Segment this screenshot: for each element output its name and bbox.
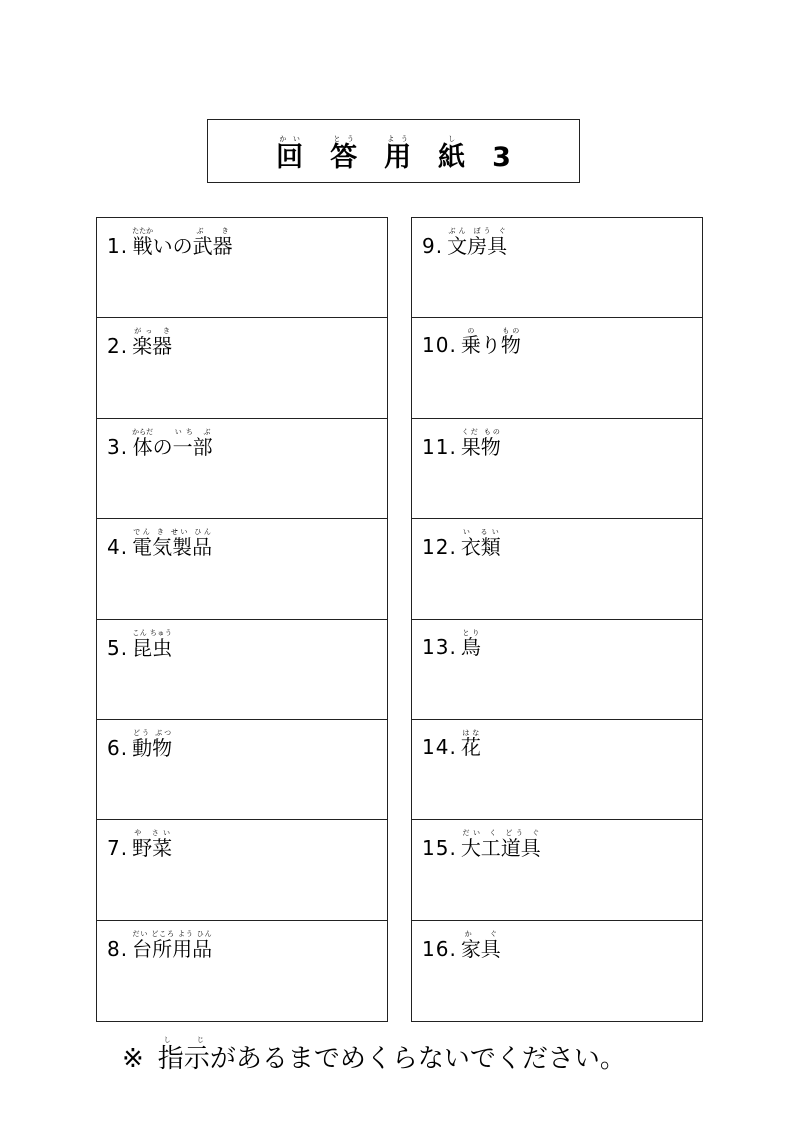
answer-cell[interactable] (97, 720, 387, 820)
footer-kanji-shiji: 指示し じ (157, 1036, 210, 1074)
category-label (422, 528, 501, 560)
category-word: 野菜や さい (132, 829, 173, 861)
category-word: 物もの (500, 327, 521, 358)
reference-mark: ※ (122, 1044, 144, 1074)
answer-cell[interactable] (97, 519, 387, 619)
category-word: 一部いち ぶ (172, 427, 213, 459)
category-word: 家具か ぐ (460, 929, 501, 961)
category-label (107, 528, 213, 560)
category-kana: いの (152, 234, 193, 258)
category-word: 乗の (460, 327, 481, 358)
title-kanji-kai: 回かい (276, 134, 304, 173)
category-label (107, 930, 212, 959)
category-label (422, 227, 507, 256)
answer-column-left (96, 217, 388, 1022)
category-label (107, 629, 172, 658)
category-word: 大工道具だい く どう ぐ (460, 829, 541, 861)
answer-cell[interactable] (412, 720, 702, 820)
answer-cell[interactable] (412, 419, 702, 519)
category-word: 体からだ (132, 427, 154, 459)
category-label (107, 428, 213, 457)
category-word: 文房具ぶん ぼう ぐ (447, 227, 508, 258)
answer-cell[interactable] (97, 419, 387, 519)
title-kanji-you: 用よう (384, 134, 412, 173)
answer-cell[interactable] (97, 921, 387, 1021)
answer-sheet-title-box (207, 119, 580, 183)
category-word: 電気製品でん き せい ひん (132, 528, 213, 560)
category-number: 10. (422, 333, 457, 358)
category-number: 4. (107, 535, 129, 560)
category-word: 花はな (460, 728, 481, 759)
answer-cell[interactable] (97, 318, 387, 418)
answer-cell[interactable] (412, 218, 702, 318)
category-word: 動物どう ぶつ (132, 728, 173, 760)
title-kanji-shi: 紙し (438, 134, 466, 173)
category-label (422, 428, 501, 457)
answer-cell[interactable] (97, 620, 387, 720)
answer-cell[interactable] (412, 519, 702, 619)
category-number: 15. (422, 836, 457, 861)
answer-cell[interactable] (97, 820, 387, 920)
category-number: 13. (422, 634, 457, 659)
category-number: 14. (422, 734, 457, 759)
category-number: 1. (107, 234, 129, 258)
category-word: 鳥とり (460, 628, 481, 659)
answer-cell[interactable] (412, 318, 702, 418)
category-number: 2. (107, 334, 129, 359)
category-kana: り (480, 333, 501, 358)
category-label (107, 729, 172, 758)
category-number: 16. (422, 936, 457, 961)
category-label (422, 829, 541, 861)
answer-sheet-title (276, 135, 511, 174)
category-label (107, 327, 173, 359)
category-number: 11. (422, 434, 457, 459)
category-word: 台所用品だい どころ よう ひん (132, 929, 213, 961)
category-word: 戦たたか (132, 227, 154, 258)
title-number: 3 (492, 141, 511, 173)
answer-cell[interactable] (412, 620, 702, 720)
category-word: 昆虫こん ちゅう (132, 628, 173, 660)
category-label (422, 729, 481, 757)
category-word: 楽器がっ き (132, 327, 173, 359)
instruction-footer (122, 1036, 626, 1075)
category-kana: の (152, 434, 173, 459)
answer-column-right (411, 217, 703, 1022)
category-number: 6. (107, 735, 129, 760)
category-label (422, 629, 481, 657)
category-number: 7. (107, 836, 129, 861)
category-word: 衣類い るい (460, 528, 501, 560)
answer-cell[interactable] (412, 820, 702, 920)
answer-cell[interactable] (412, 921, 702, 1021)
category-word: 果物くだ もの (460, 427, 501, 459)
category-number: 5. (107, 635, 129, 660)
category-label (422, 327, 521, 358)
category-number: 8. (107, 936, 129, 961)
category-label (422, 930, 501, 959)
category-word: 武器ぶ き (192, 227, 233, 258)
category-number: 9. (422, 234, 444, 258)
category-label (107, 227, 233, 256)
footer-instruction-text: があるまでめくらないでください。 (209, 1044, 626, 1074)
category-label (107, 829, 173, 861)
title-kanji-tou: 答とう (330, 134, 358, 173)
answer-cell[interactable] (97, 218, 387, 318)
category-number: 3. (107, 434, 129, 459)
category-number: 12. (422, 535, 457, 560)
